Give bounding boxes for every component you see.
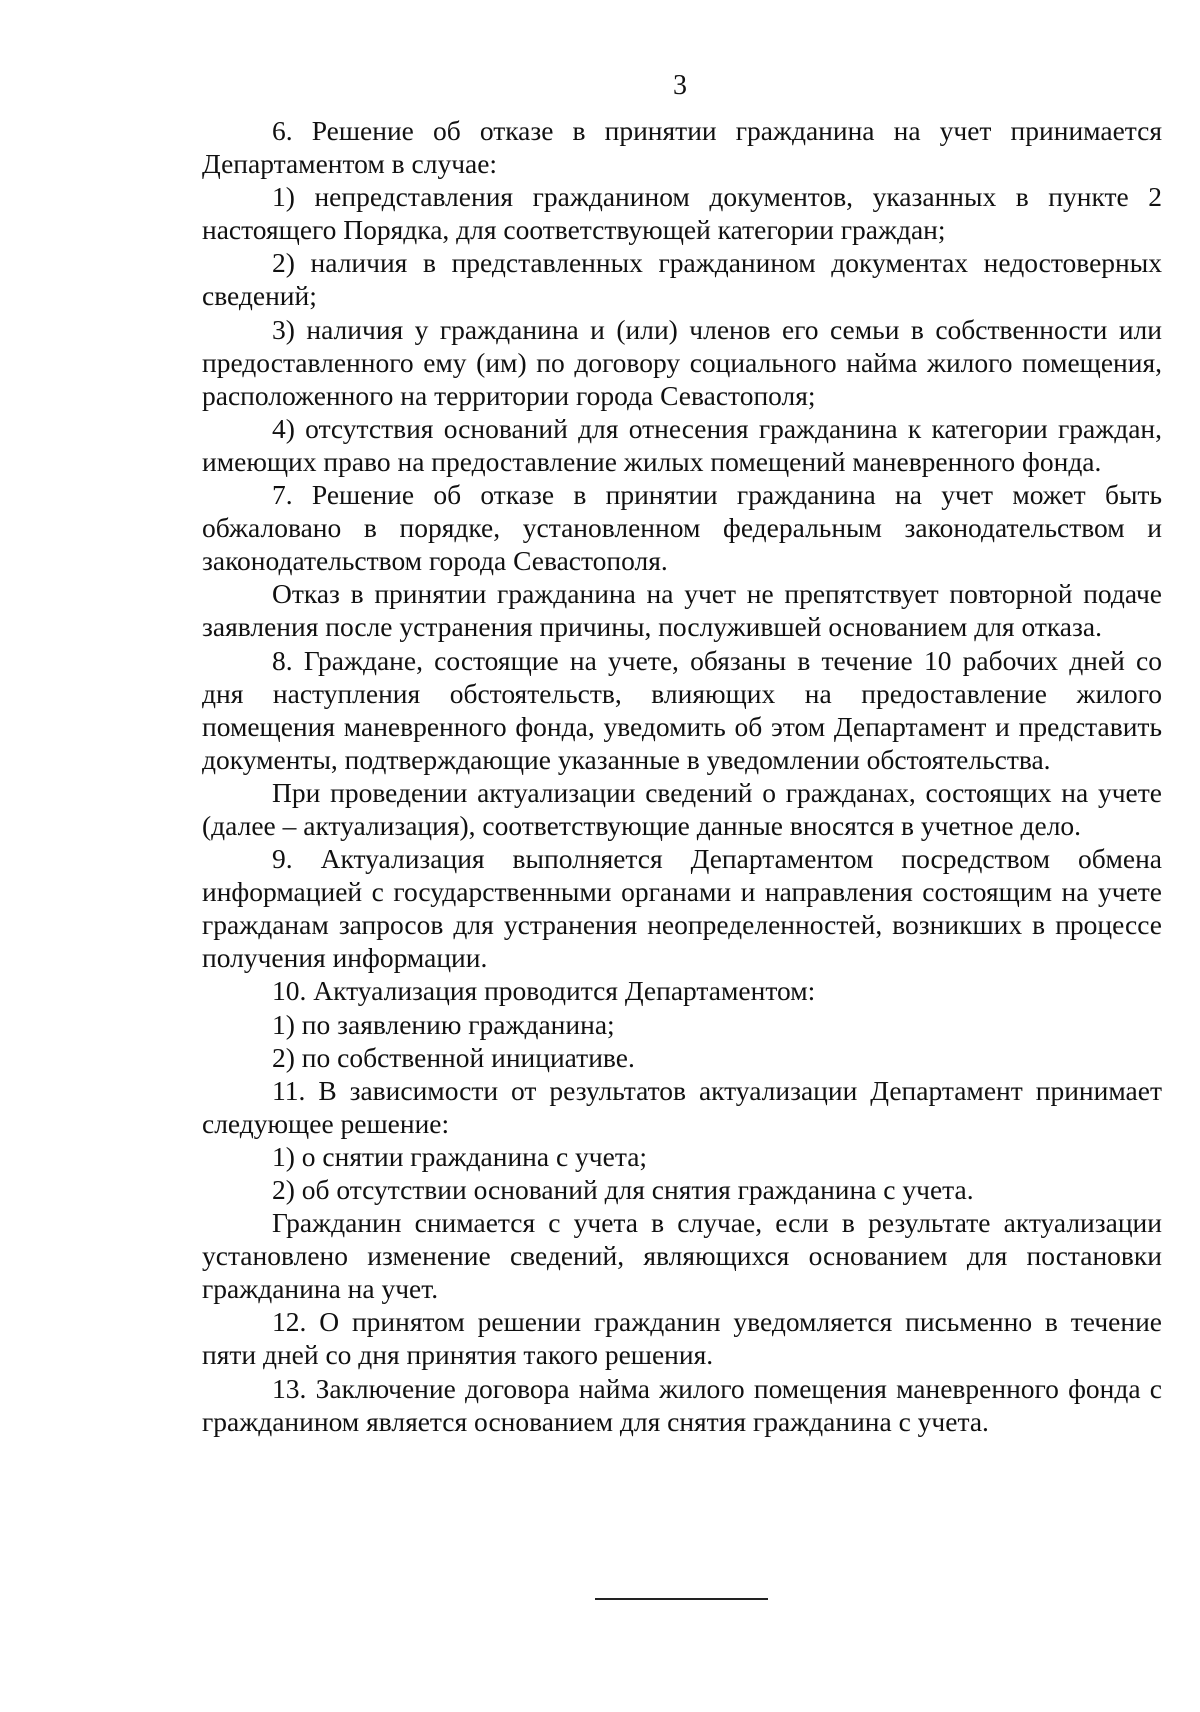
document-body (202, 114, 1162, 1438)
paragraph-11-item-1: 1) о снятии гражданина с учета; (272, 1140, 648, 1172)
paragraph-12: 12. О принятом решении гражданин уведомляется письменно в течение пяти дней со дня принятия такого решения. (202, 1306, 1162, 1371)
end-separator-line (595, 1598, 768, 1600)
paragraph-6: 6. Решение об отказе в принятии гражданина на учет принимается Департаментом в случае: (202, 115, 1162, 180)
paragraph-10-item-2: 2) по собственной инициативе. (272, 1041, 635, 1073)
paragraph-10: 10. Актуализация проводится Департаментом: (272, 975, 816, 1007)
paragraph-6-item-1: 1) непредставления гражданином документов, указанных в пункте 2 настоящего Порядка, для соответствующей категории граждан; (202, 181, 1162, 246)
paragraph-7: 7. Решение об отказе в принятии гражданина на учет может быть обжаловано в порядке, установленном федеральным законодательством и законодательством города Севастополя. (202, 479, 1162, 577)
page-number: 3 (673, 70, 687, 101)
paragraph-13: 13. Заключение договора найма жилого помещения маневренного фонда с гражданином является основанием для снятия гражданина с учета. (202, 1372, 1162, 1437)
paragraph-11-item-2: 2) об отсутствии оснований для снятия гражданина с учета. (272, 1174, 974, 1205)
paragraph-10-item-1: 1) по заявлению гражданина; (272, 1008, 615, 1040)
paragraph-6-item-4: 4) отсутствия оснований для отнесения гражданина к категории граждан, имеющих право на предоставление жилых помещений маневренного фонда. (202, 412, 1162, 477)
paragraph-6-item-2: 2) наличия в представленных гражданином документах недостоверных сведений; (202, 247, 1162, 312)
paragraph-11: 11. В зависимости от результатов актуализации Департамент принимает следующее решение: (202, 1074, 1162, 1139)
paragraph-8-actualization: При проведении актуализации сведений о гражданах, состоящих на учете (далее – актуализация), соответствующие данные вносятся в учетное дело. (202, 776, 1162, 841)
paragraph-11-deregistration: Гражданин снимается с учета в случае, если в результате актуализации установлено изменение сведений, являющихся основанием для постановки гражданина на учет. (202, 1207, 1162, 1305)
paragraph-8: 8. Граждане, состоящие на учете, обязаны в течение 10 рабочих дней со дня наступления обстоятельств, влияющих на предоставление жилого помещения маневренного фонда, уведомить об этом Департамент и представить документы, подтверждающие указанные в уведомлении обстоятельства. (202, 644, 1162, 775)
paragraph-9: 9. Актуализация выполняется Департаментом посредством обмена информацией с государственными органами и направления состоящим на учете гражданам запросов для устранения неопределенностей, возникших в процессе получения информации. (202, 843, 1162, 974)
paragraph-6-item-3: 3) наличия у гражданина и (или) членов его семьи в собственности или предоставленного ему (им) по договору социального найма жилого помещения, расположенного на территории города Севастополя; (202, 313, 1162, 411)
paragraph-7-refusal: Отказ в принятии гражданина на учет не препятствует повторной подаче заявления после устранения причины, послужившей основанием для отказа. (202, 578, 1162, 643)
